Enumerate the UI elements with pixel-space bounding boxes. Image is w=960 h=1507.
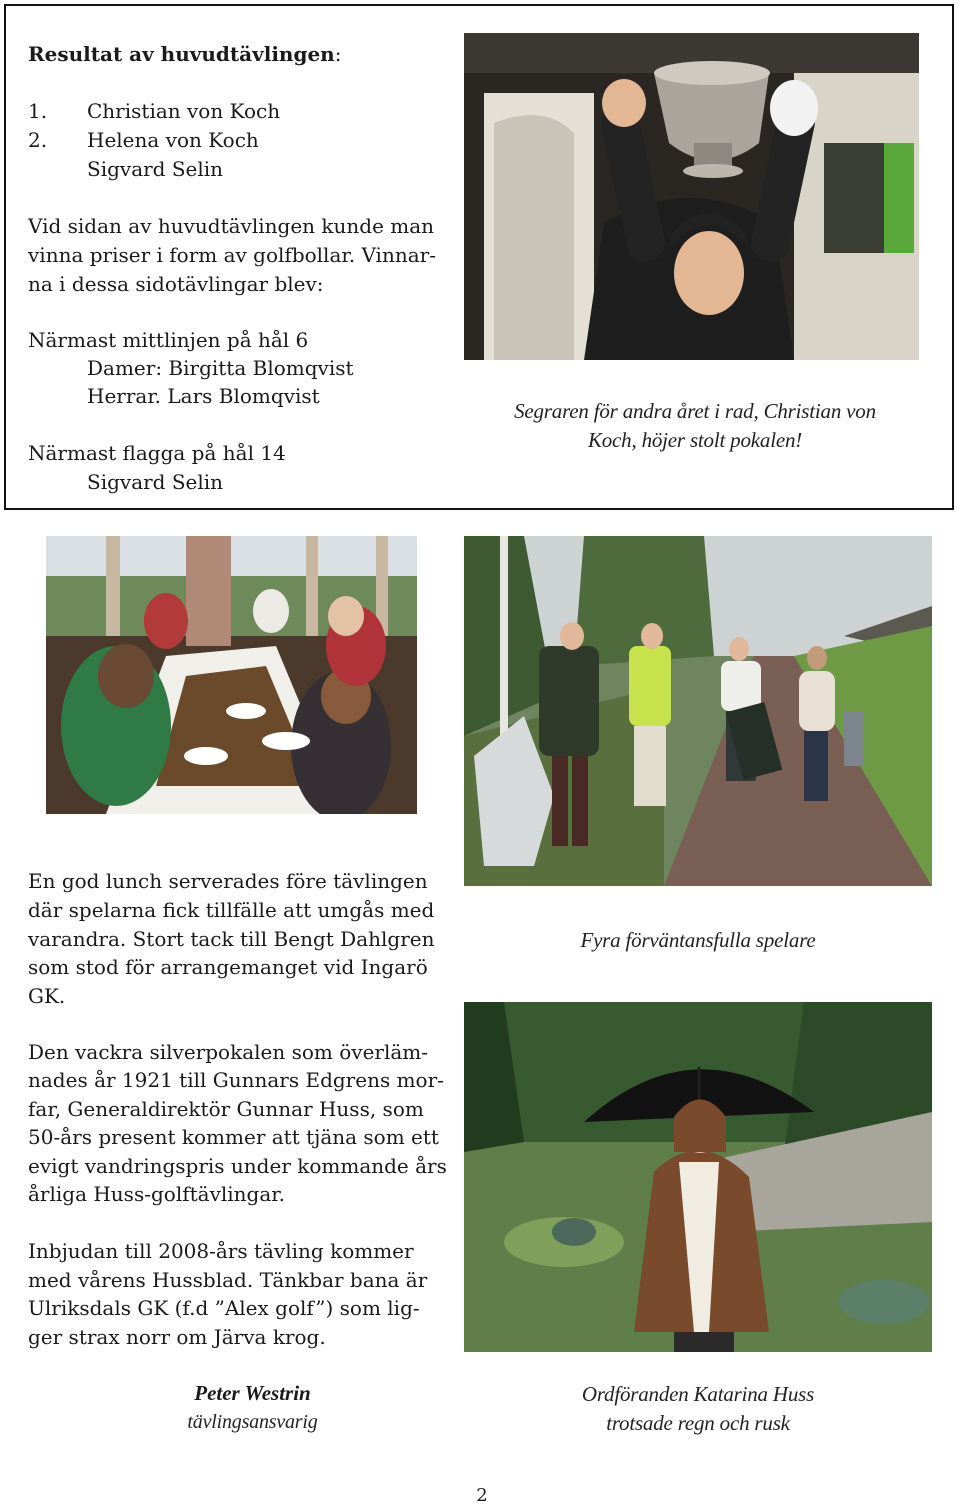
trophy-text-line-2: nades år 1921 till Gunnars Edgrens mor- — [28, 1068, 444, 1092]
chair-caption-line-2: trotsade regn och rusk — [606, 1411, 790, 1435]
contest1-title: Närmast mittlinjen på hål 6 — [28, 328, 309, 352]
contest1-women: Damer: Birgitta Blomqvist — [87, 356, 354, 380]
placing-1-number: 1. — [28, 99, 48, 123]
winner-caption-line-2: Koch, höjer stolt pokalen! — [587, 428, 803, 452]
lunch-photo — [46, 536, 417, 814]
trophy-text-line-5: evigt vandringspris under kommande års — [28, 1154, 447, 1178]
invite-text-line-1: Inbjudan till 2008-års tävling kommer — [28, 1239, 414, 1263]
results-heading: Resultat av huvudtävlingen: — [28, 42, 342, 66]
chair-caption-line-1: Ordföranden Katarina Huss — [581, 1382, 815, 1406]
contest1-men: Herrar. Lars Blomqvist — [87, 384, 320, 408]
winner-caption-line-1: Segraren för andra året i rad, Christian von — [514, 399, 876, 423]
lunch-text-line-5: GK. — [28, 984, 66, 1008]
side-intro-line-3: na i dessa sidotävlingar blev: — [28, 272, 324, 296]
lunch-text-line-4: som stod för arrangemanget vid Ingarö — [28, 955, 428, 979]
trophy-text-line-3: far, Generaldirektör Gunnar Huss, som — [28, 1097, 424, 1121]
trophy-text-line-1: Den vackra silverpokalen som överläm- — [28, 1040, 429, 1064]
lunch-text-line-2: där spelarna fick tillfälle att umgås med — [28, 898, 435, 922]
contest2-winner: Sigvard Selin — [87, 470, 224, 494]
placing-2-number: 2. — [28, 128, 48, 152]
winner-photo — [464, 33, 919, 360]
invite-text-line-4: ger strax norr om Järva krog. — [28, 1325, 326, 1349]
players-caption: Fyra förväntansfulla spelare — [580, 928, 816, 952]
invite-text-line-2: med vårens Hussblad. Tänkbar bana är — [28, 1268, 428, 1292]
trophy-text-line-6: årliga Huss-golftävlingar. — [28, 1182, 285, 1206]
side-intro-line-2: vinna priser i form av golfbollar. Vinnar- — [28, 243, 436, 267]
lunch-text-line-1: En god lunch serverades före tävlingen — [28, 869, 428, 893]
players-photo — [464, 536, 932, 886]
placing-1-name: Christian von Koch — [87, 99, 281, 123]
lunch-text-line-3: varandra. Stort tack till Bengt Dahlgren — [28, 927, 435, 951]
signature-name: Peter Westrin — [194, 1381, 311, 1405]
placing-2-name: Helena von Koch — [87, 128, 259, 152]
side-intro-line-1: Vid sidan av huvudtävlingen kunde man — [28, 214, 435, 238]
trophy-text-line-4: 50-års present kommer att tjäna som ett — [28, 1125, 439, 1149]
invite-text-line-3: Ulriksdals GK (f.d ”Alex golf”) som lig- — [28, 1296, 420, 1320]
placing-2b-name: Sigvard Selin — [87, 157, 224, 181]
signature-role: tävlingsansvarig — [187, 1411, 318, 1433]
page-number: 2 — [476, 1485, 488, 1506]
chair-photo — [464, 1002, 932, 1352]
contest2-title: Närmast flagga på hål 14 — [28, 441, 286, 465]
